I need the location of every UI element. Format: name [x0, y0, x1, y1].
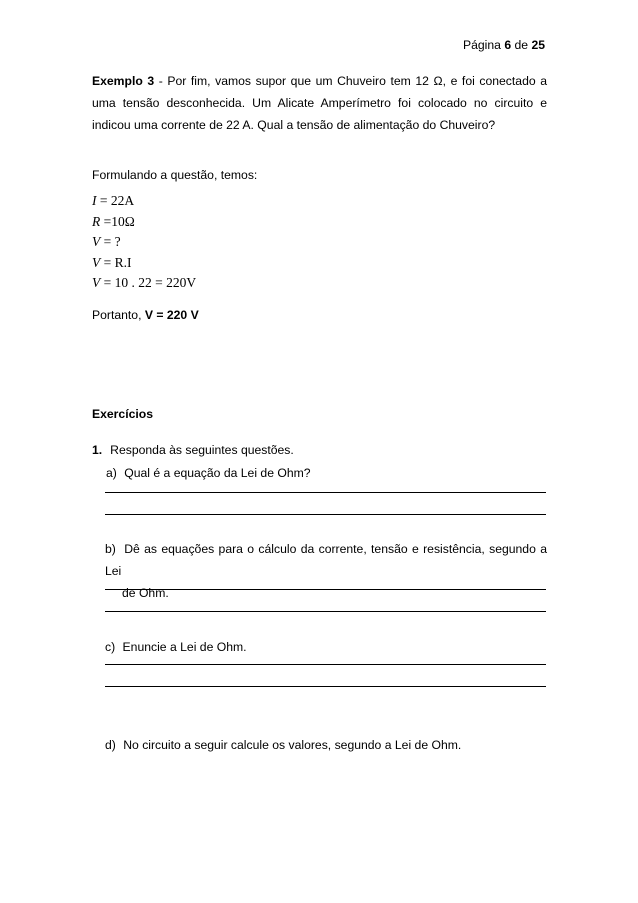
- question-1d-label: d): [105, 738, 116, 752]
- question-1d-text: No circuito a seguir calcule os valores, segundo a Lei de Ohm.: [123, 738, 462, 752]
- question-1a: [106, 462, 548, 484]
- question-1b-continuation: de Ohm.: [122, 586, 169, 600]
- conclusion-result: V = 220 V: [144, 308, 199, 322]
- current-page: 6: [504, 38, 512, 52]
- conclusion-prefix: Portanto,: [92, 308, 145, 322]
- example-label: Exemplo 3: [92, 74, 155, 88]
- answer-line: [105, 686, 546, 687]
- example-text: - Por fim, vamos supor que um Chuveiro tem 12 Ω, e foi conectado a uma tensão desconhecida. Um Alicate Amperímetro foi colocado no circuito e indicou uma corrente de 22 A. Qual a tensão de alimentação do Chuveiro?: [92, 74, 547, 132]
- question-1b-text: Dê as equações para o cálculo da corrente, tensão e resistência, segundo a Lei: [105, 542, 547, 578]
- question-1-text: Responda às seguintes questões.: [110, 443, 294, 457]
- question-1: [92, 443, 547, 457]
- equation-voltage-unknown: V = ?: [92, 234, 121, 249]
- formulando-text: Formulando a questão, temos:: [92, 168, 258, 182]
- example-paragraph: [92, 70, 547, 136]
- question-1a-text: Qual é a equação da Lei de Ohm?: [124, 466, 311, 480]
- question-1-number: 1.: [92, 443, 103, 457]
- question-1d: [105, 734, 547, 756]
- page-prefix: Página: [462, 38, 501, 52]
- equation-resistance: R =10Ω: [92, 213, 135, 229]
- equation-current: I = 22A: [92, 193, 135, 208]
- equation-calculation: V = 10 . 22 = 220V: [92, 275, 197, 290]
- page-of: de: [514, 38, 529, 52]
- answer-line: [105, 492, 546, 493]
- equation-ohms-law: V = R.I: [92, 254, 132, 270]
- answer-line: [105, 611, 546, 612]
- question-1c: [105, 636, 547, 658]
- equations-block: [92, 191, 196, 294]
- answer-line: [105, 664, 546, 665]
- answer-line: [105, 514, 546, 515]
- page-header: [463, 38, 545, 52]
- answer-line: [105, 589, 546, 590]
- question-1a-label: a): [106, 466, 117, 480]
- question-1c-label: c): [105, 640, 116, 654]
- exercises-title: Exercícios: [92, 407, 153, 421]
- question-1b: [105, 538, 547, 604]
- question-1b-label: b): [105, 542, 116, 556]
- question-1c-text: Enuncie a Lei de Ohm.: [122, 640, 247, 654]
- total-pages: 25: [531, 38, 545, 52]
- conclusion: [92, 308, 547, 322]
